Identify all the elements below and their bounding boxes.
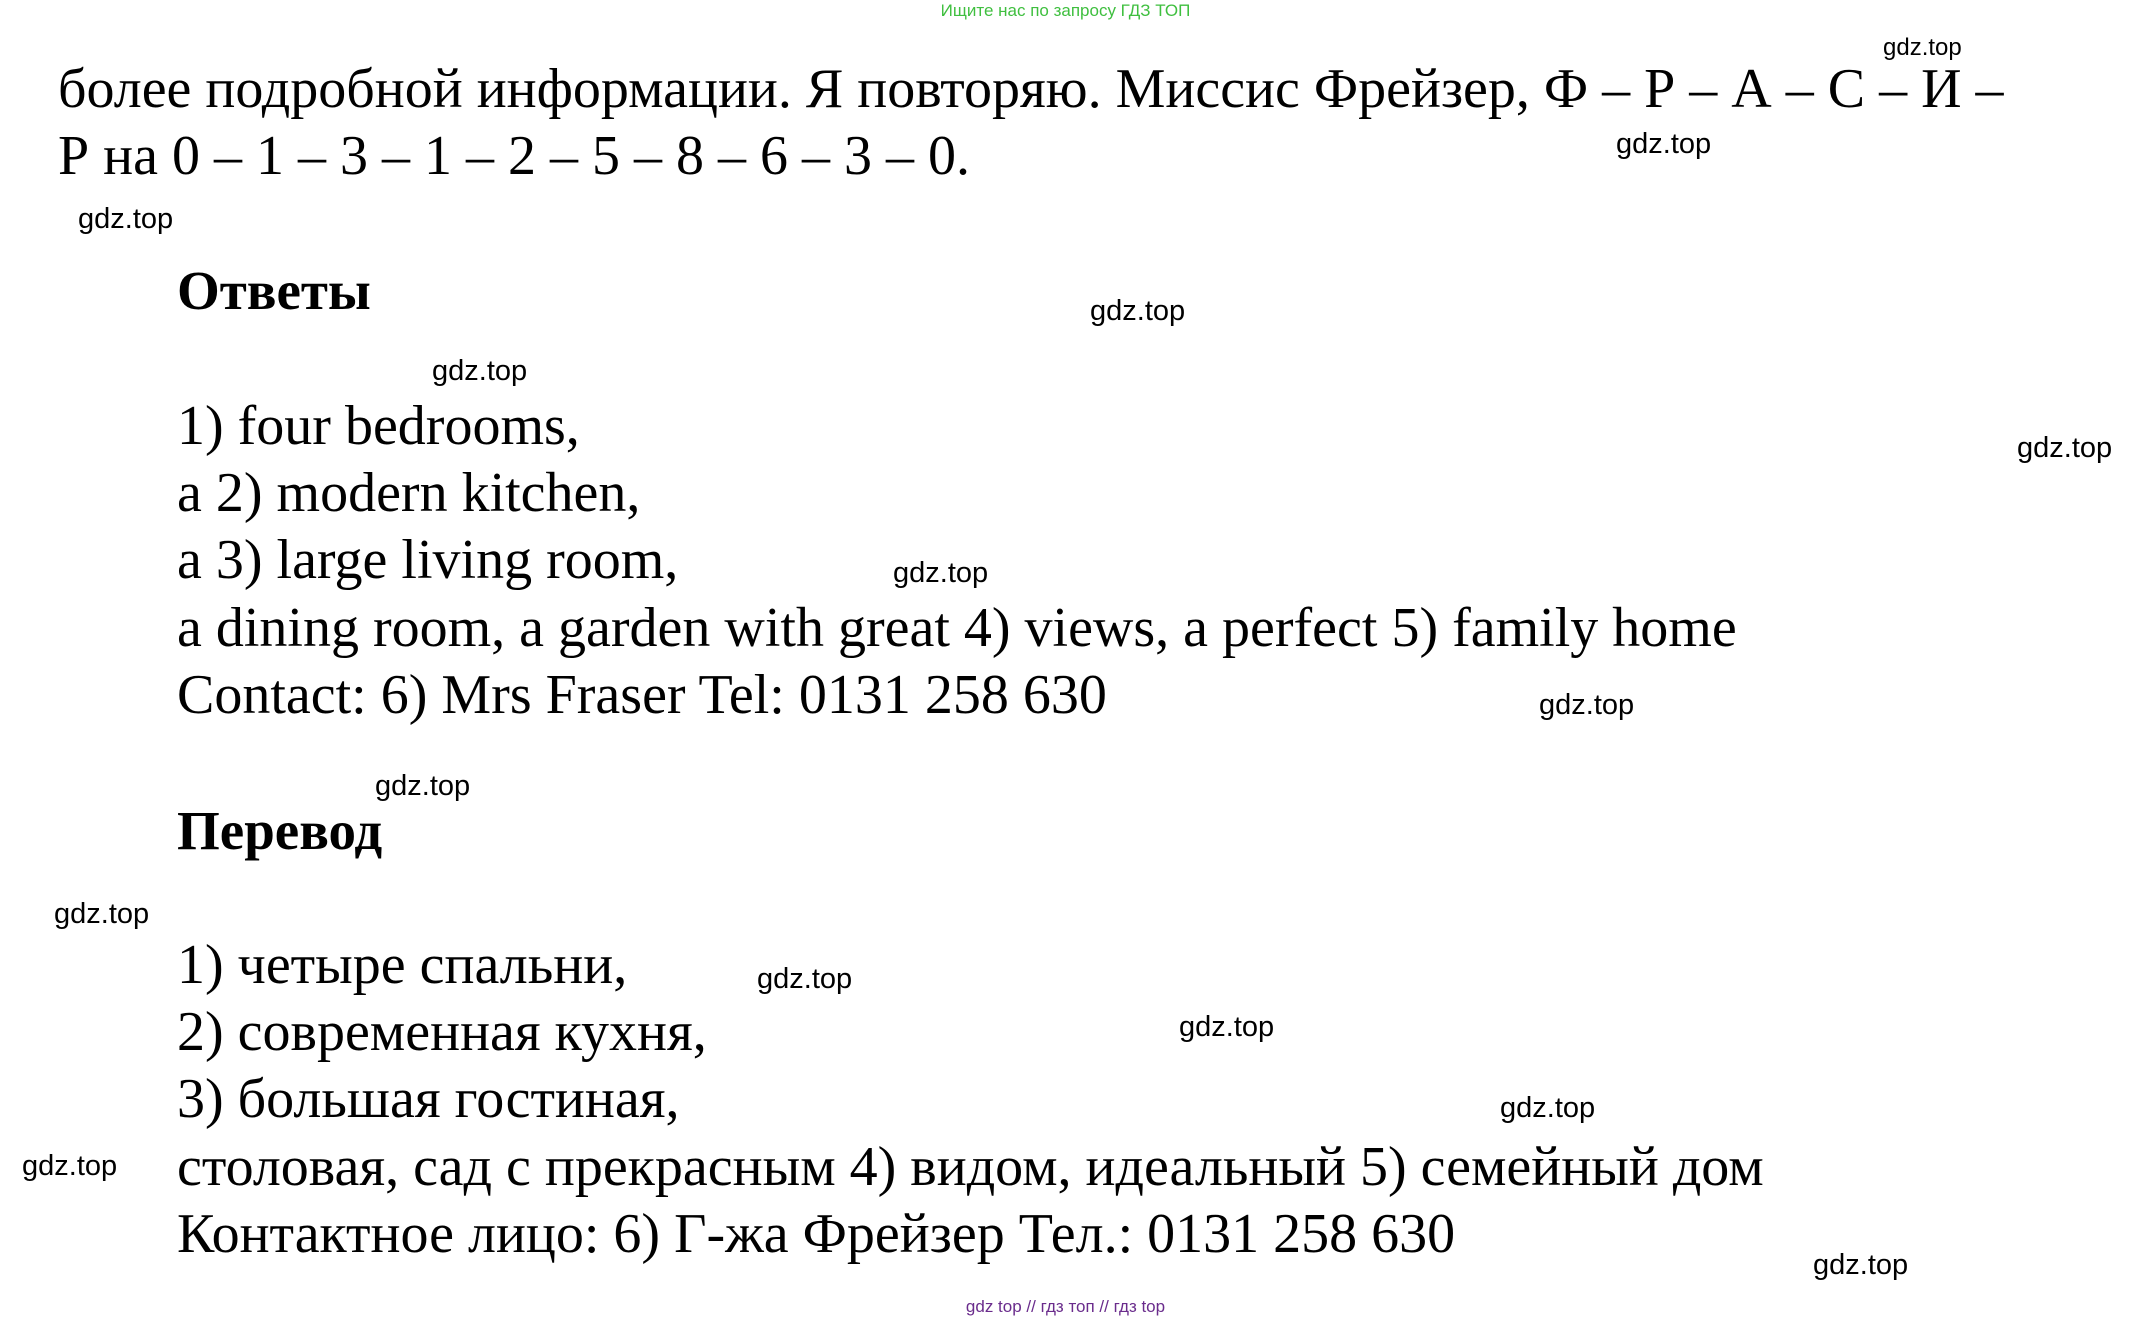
watermark: gdz.top [1616, 128, 1712, 160]
answer-line-4: a dining room, a garden with great 4) views, a perfect 5) family home [177, 597, 1737, 659]
answers-heading: Ответы [177, 260, 371, 321]
answer-line-2: a 2) modern kitchen, [177, 462, 641, 524]
translation-heading: Перевод [177, 800, 383, 861]
watermark: gdz.top [1813, 1249, 1909, 1281]
watermark: gdz.top [757, 963, 853, 995]
answer-line-3: a 3) large living room, [177, 529, 679, 591]
footer-links: gdz top // гдз топ // гдз top [965, 1297, 1166, 1316]
watermark: gdz.top [1500, 1092, 1596, 1124]
translation-line-3: 3) большая гостиная, [177, 1068, 680, 1130]
watermark: gdz.top [1090, 295, 1186, 327]
watermark: gdz.top [54, 898, 150, 930]
watermark: gdz.top [432, 355, 528, 387]
translation-line-4: столовая, сад с прекрасным 4) видом, идеальный 5) семейный дом [177, 1136, 1764, 1198]
watermark: gdz.top [22, 1150, 118, 1182]
intro-line-2: Р на 0 – 1 – 3 – 1 – 2 – 5 – 8 – 6 – 3 – 0. [58, 125, 970, 187]
translation-line-1: 1) четыре спальни, [177, 934, 628, 996]
watermark: gdz.top [78, 203, 174, 235]
watermark: gdz.top [1179, 1011, 1275, 1043]
watermark: gdz.top [375, 770, 471, 802]
watermark: gdz.top [1539, 689, 1635, 721]
watermark: gdz.top [893, 557, 989, 589]
watermark: gdz.top [1883, 34, 1962, 61]
top-banner: Ищите нас по запросу ГДЗ ТОП [940, 1, 1191, 20]
answer-line-1: 1) four bedrooms, [177, 395, 580, 457]
watermark: gdz.top [2017, 432, 2113, 464]
translation-line-2: 2) современная кухня, [177, 1001, 707, 1063]
intro-line-1: более подробной информации. Я повторяю. Миссис Фрейзер, Ф – Р – А – С – И – [58, 58, 2004, 120]
answer-line-5: Contact: 6) Mrs Fraser Tel: 0131 258 630 [177, 664, 1107, 726]
translation-line-5: Контактное лицо: 6) Г-жа Фрейзер Тел.: 0131 258 630 [177, 1203, 1456, 1265]
